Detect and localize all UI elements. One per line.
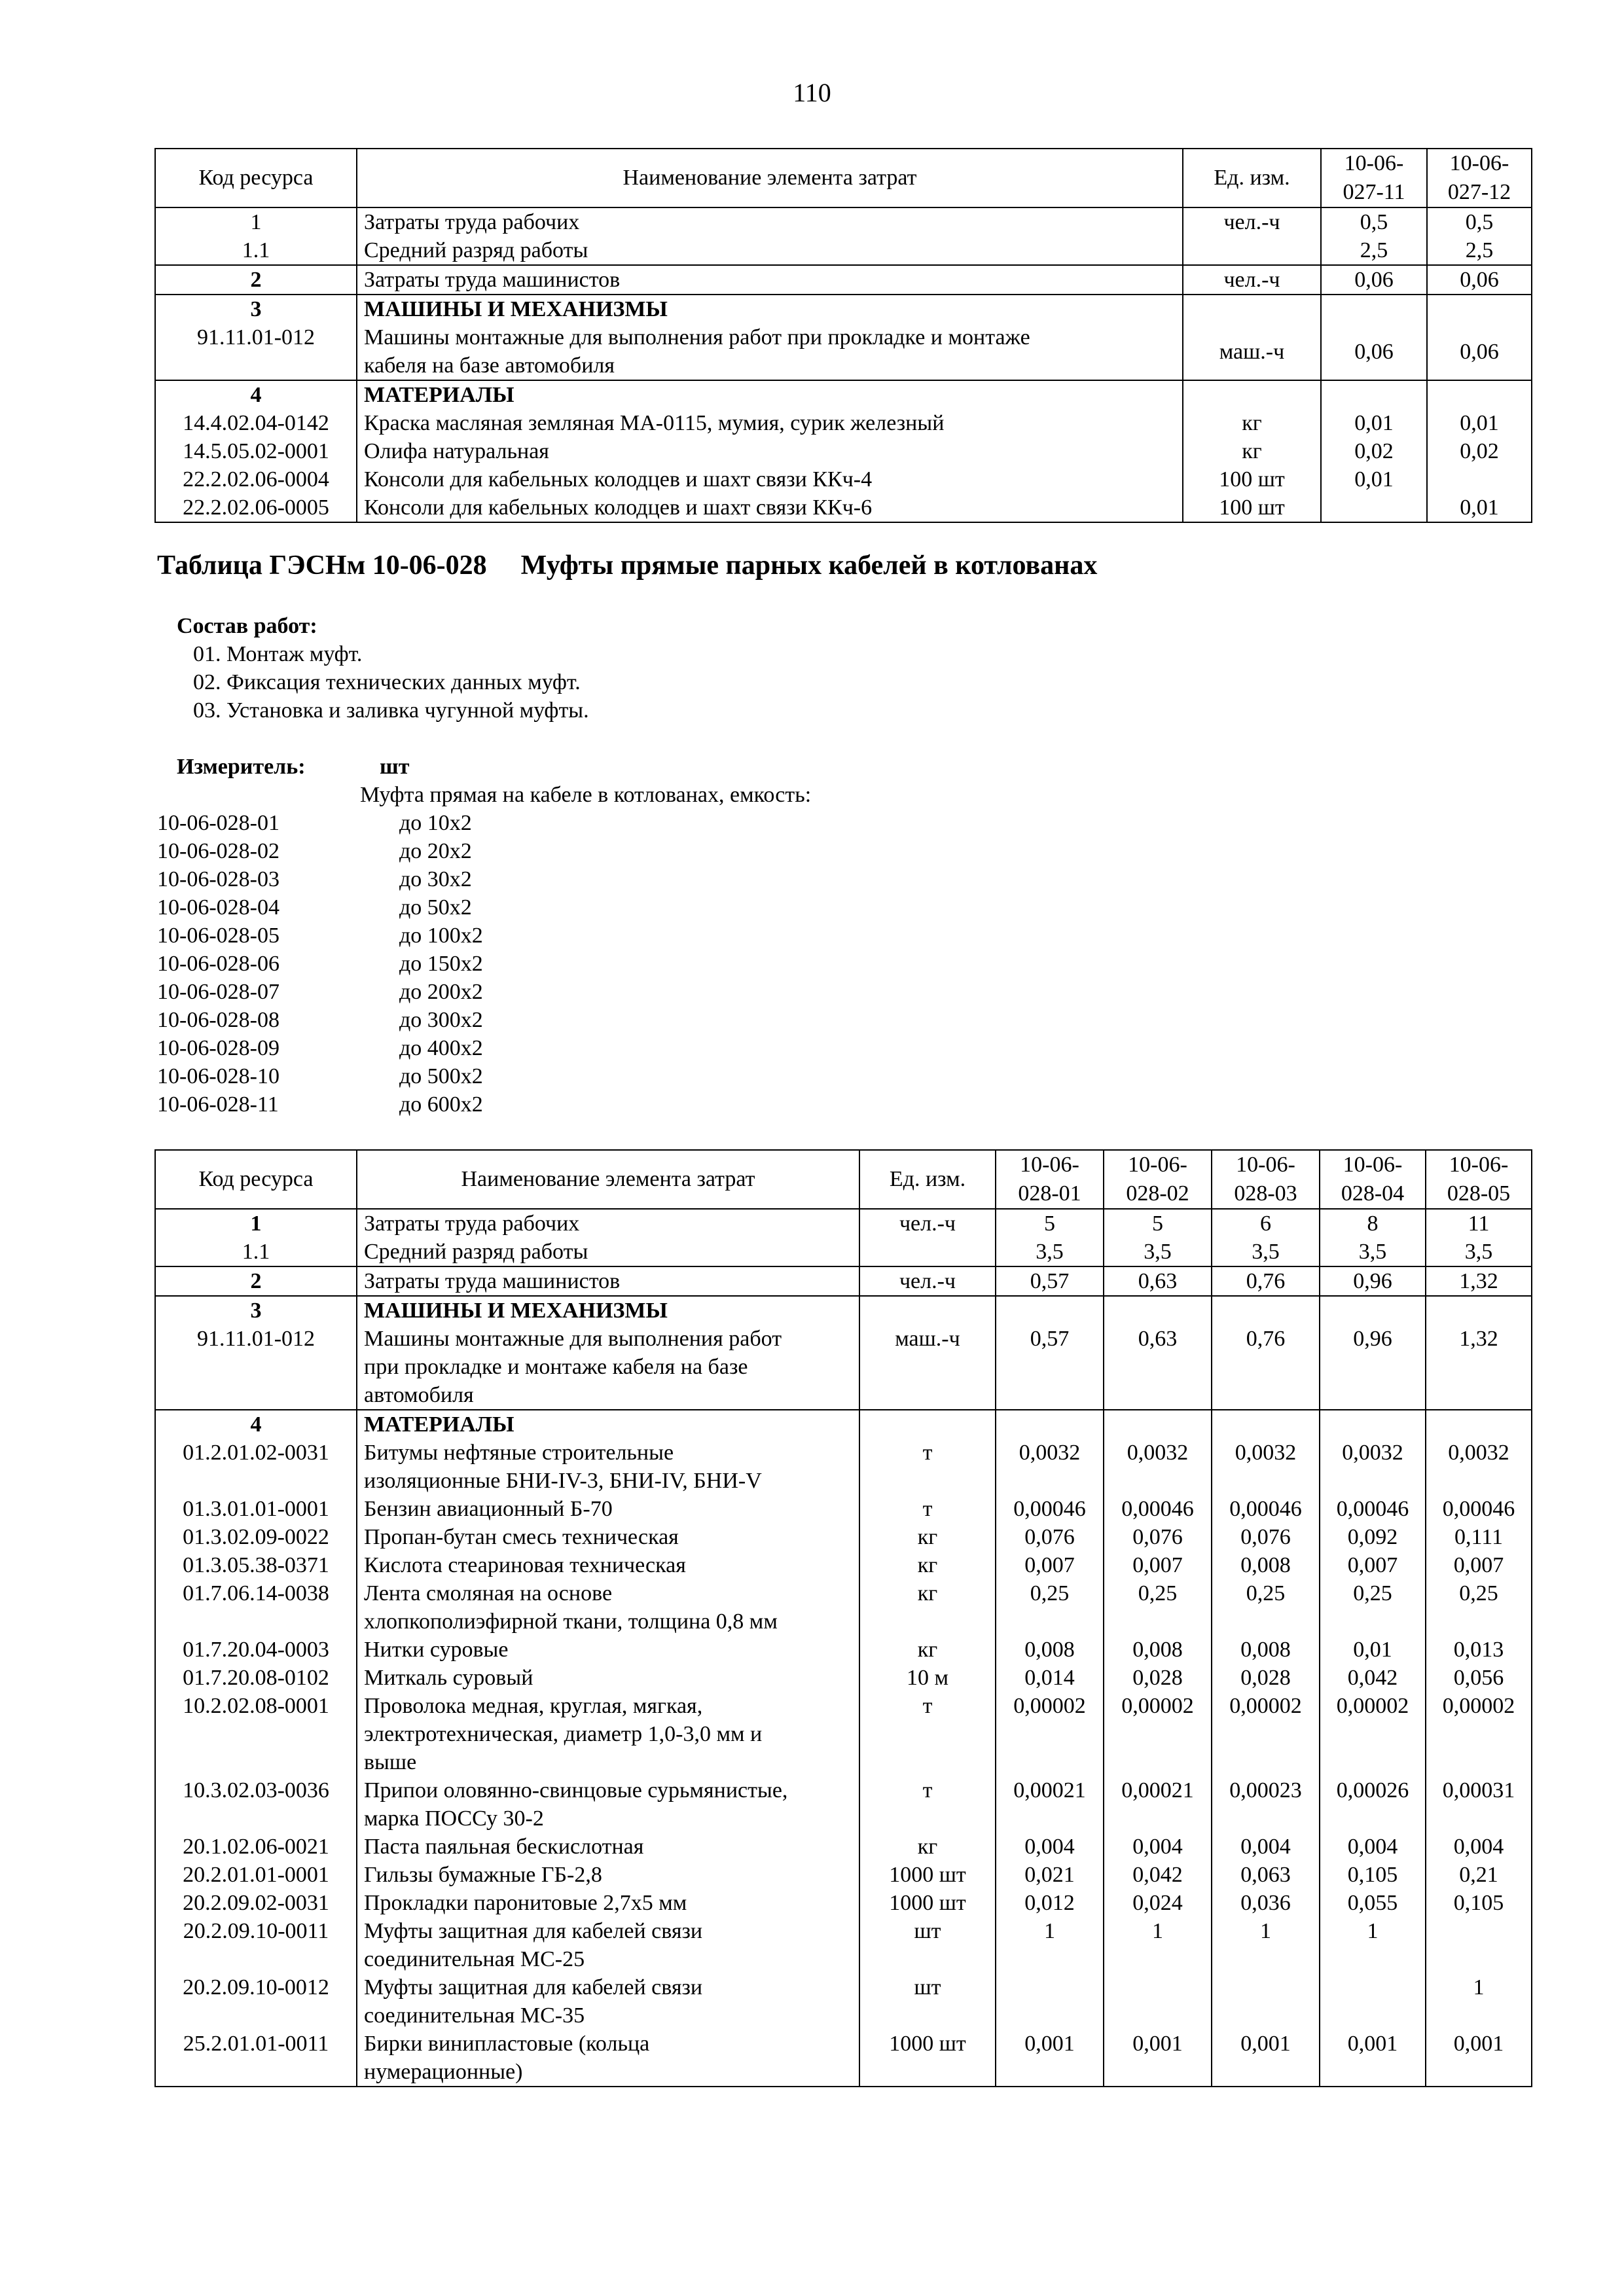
resource-name: Муфты защитная для кабелей связи соединительная МС-25: [357, 1917, 859, 1973]
table-header-row: [155, 1150, 1532, 1209]
resource-value: 0,014: [996, 1664, 1104, 1692]
list-item: 10-06-028-07 до 200х2: [157, 980, 483, 1004]
section-title: [157, 550, 1097, 581]
resource-name: МАТЕРИАЛЫ: [357, 1410, 859, 1439]
resource-value: [1104, 1973, 1212, 2030]
table-row: [155, 1238, 1532, 1266]
table-row: [155, 1973, 1532, 2030]
resource-unit: шт: [859, 1973, 996, 2030]
table-row: [155, 1325, 1532, 1410]
resource-value: 8: [1320, 1209, 1426, 1238]
list-item: 10-06-028-11 до 600х2: [157, 1092, 483, 1117]
resource-unit: 1000 шт: [859, 1889, 996, 1917]
resource-unit: чел.-ч: [859, 1266, 996, 1296]
resource-value: 1: [996, 1917, 1104, 1973]
resource-value: 0,007: [1426, 1551, 1532, 1579]
resource-name: Муфты защитная для кабелей связи соединительная МС-35: [357, 1973, 859, 2030]
resource-value: 0,092: [1320, 1523, 1426, 1551]
resource-code: 01.7.20.04-0003: [155, 1636, 357, 1664]
resource-unit: кг: [859, 1579, 996, 1636]
resource-value: 0,008: [1212, 1636, 1320, 1664]
list-item: 10-06-028-05 до 100х2: [157, 924, 483, 948]
resource-unit: кг: [859, 1636, 996, 1664]
table-row: [155, 1833, 1532, 1861]
resource-value: 0,028: [1212, 1664, 1320, 1692]
resource-value: 0,055: [1320, 1889, 1426, 1917]
header-col: 10-06- 028-01: [996, 1150, 1104, 1209]
resource-unit: т: [859, 1776, 996, 1833]
table-row: [155, 1439, 1532, 1495]
resource-unit: маш.-ч: [859, 1325, 996, 1410]
resource-value: 1,32: [1426, 1266, 1532, 1296]
page-number: 110: [793, 78, 831, 107]
resource-value: 0,63: [1104, 1266, 1212, 1296]
resource-code: 01.7.20.08-0102: [155, 1664, 357, 1692]
resource-value: [1426, 1296, 1532, 1325]
resource-value: 0,111: [1426, 1523, 1532, 1551]
resource-unit: т: [859, 1495, 996, 1523]
table-row: [155, 1861, 1532, 1889]
table-row: 2 Затраты труда машинистов чел.-ч 0,06 0,06: [155, 265, 1532, 295]
resource-value: 0,001: [1426, 2030, 1532, 2087]
table-row: 3 МАШИНЫ И МЕХАНИЗМЫ: [155, 295, 1532, 323]
resource-value: 3,5: [1320, 1238, 1426, 1266]
resource-value: 0,076: [1104, 1523, 1212, 1551]
resource-value: 0,004: [1320, 1833, 1426, 1861]
resource-value: [1212, 1296, 1320, 1325]
table-row: 1 Затраты труда рабочих чел.-ч 0,5 0,5: [155, 207, 1532, 236]
resource-value: 0,001: [996, 2030, 1104, 2087]
header-col: 10-06- 028-03: [1212, 1150, 1320, 1209]
resource-name: Прокладки паронитовые 2,7х5 мм: [357, 1889, 859, 1917]
table-row: [155, 1776, 1532, 1833]
resource-value: 0,0032: [1320, 1439, 1426, 1495]
resource-name: Бензин авиационный Б-70: [357, 1495, 859, 1523]
resource-name: Кислота стеариновая техническая: [357, 1551, 859, 1579]
resource-value: 0,00002: [996, 1692, 1104, 1776]
table-row: 91.11.01-012 Машины монтажные для выполнения работ при прокладке и монтаже кабеля на базе автомобиля маш.-ч 0,06 0,06: [155, 323, 1532, 380]
header-name: Наименование элемента затрат: [357, 1150, 859, 1209]
resource-name: Пропан-бутан смесь техническая: [357, 1523, 859, 1551]
resource-value: 0,25: [1104, 1579, 1212, 1636]
resource-value: [1212, 1410, 1320, 1439]
work-composition: [177, 612, 589, 725]
list-item: 10-06-028-10 до 500х2: [157, 1064, 483, 1088]
measure-block: [157, 753, 811, 1119]
resource-value: 0,007: [1104, 1551, 1212, 1579]
table-name: Муфты прямые парных кабелей в котлованах: [520, 550, 1098, 581]
resource-value: [1104, 1410, 1212, 1439]
list-item: 10-06-028-01 до 10х2: [157, 811, 472, 835]
header-unit: Ед. изм.: [1183, 149, 1321, 207]
resource-value: 0,00002: [1426, 1692, 1532, 1776]
resource-value: 11: [1426, 1209, 1532, 1238]
resource-code: 91.11.01-012: [155, 1325, 357, 1410]
resource-unit: шт: [859, 1917, 996, 1973]
resource-value: 0,001: [1212, 2030, 1320, 2087]
resource-code: 01.7.06.14-0038: [155, 1579, 357, 1636]
resource-code: 20.2.01.01-0001: [155, 1861, 357, 1889]
resource-value: 6: [1212, 1209, 1320, 1238]
resource-code: 20.2.09.02-0031: [155, 1889, 357, 1917]
resource-value: 0,25: [1320, 1579, 1426, 1636]
resource-value: [996, 1973, 1104, 2030]
resource-code: 01.3.02.09-0022: [155, 1523, 357, 1551]
resource-value: 0,21: [1426, 1861, 1532, 1889]
resource-value: 0,00046: [1320, 1495, 1426, 1523]
resource-code: 20.1.02.06-0021: [155, 1833, 357, 1861]
header-code: Код ресурса: [155, 1150, 357, 1209]
list-item: 10-06-028-04 до 50х2: [157, 895, 472, 920]
resource-code: 10.2.02.08-0001: [155, 1692, 357, 1776]
resource-value: 0,96: [1320, 1266, 1426, 1296]
resource-value: [996, 1410, 1104, 1439]
resource-value: 0,007: [1320, 1551, 1426, 1579]
resource-value: 0,004: [1212, 1833, 1320, 1861]
resource-value: 0,012: [996, 1889, 1104, 1917]
work-item: 03. Установка и заливка чугунной муфты.: [193, 698, 589, 723]
resource-name: Проволока медная, круглая, мягкая, электротехническая, диаметр 1,0-3,0 мм и выше: [357, 1692, 859, 1776]
resource-name: Затраты труда рабочих: [357, 1209, 859, 1238]
table-row: [155, 1266, 1532, 1296]
resource-code: 10.3.02.03-0036: [155, 1776, 357, 1833]
resource-value: 0,25: [1426, 1579, 1532, 1636]
resource-value: 0,0032: [1426, 1439, 1532, 1495]
work-item: 01. Монтаж муфт.: [193, 642, 363, 666]
list-item: 10-06-028-06 до 150х2: [157, 952, 483, 976]
resource-unit: т: [859, 1692, 996, 1776]
header-col: 10-06- 028-02: [1104, 1150, 1212, 1209]
table-row: 1.1 Средний разряд работы 2,5 2,5: [155, 236, 1532, 265]
table-row: [155, 1917, 1532, 1973]
header-col: 10-06- 027-12: [1427, 149, 1532, 207]
work-item: 02. Фиксация технических данных муфт.: [193, 670, 581, 694]
resource-value: 0,007: [996, 1551, 1104, 1579]
list-item: 10-06-028-09 до 400х2: [157, 1036, 483, 1060]
resource-unit: чел.-ч: [859, 1209, 996, 1238]
resource-value: 0,004: [1104, 1833, 1212, 1861]
table-row: [155, 2030, 1532, 2087]
resource-value: [1320, 1410, 1426, 1439]
resource-value: [1320, 1296, 1426, 1325]
measure-unit: шт: [380, 755, 410, 779]
resource-value: 0,0032: [996, 1439, 1104, 1495]
resource-value: 0,00002: [1320, 1692, 1426, 1776]
resource-value: 0,00021: [996, 1776, 1104, 1833]
resource-name: Битумы нефтяные строительные изоляционные БНИ-IV-3, БНИ-IV, БНИ-V: [357, 1439, 859, 1495]
table-row: [155, 1551, 1532, 1579]
resource-name: Лента смоляная на основе хлопкополиэфирной ткани, толщина 0,8 мм: [357, 1579, 859, 1636]
header-col: 10-06- 028-05: [1426, 1150, 1532, 1209]
resource-value: [1426, 1410, 1532, 1439]
table-row: [155, 1410, 1532, 1439]
resource-unit: т: [859, 1439, 996, 1495]
resource-code: 1: [155, 1209, 357, 1238]
resource-value: 3,5: [996, 1238, 1104, 1266]
resource-value: 0,004: [1426, 1833, 1532, 1861]
table-row: 14.5.05.02-0001 Олифа натуральная кг 0,02 0,02: [155, 437, 1532, 465]
resource-table-028: [154, 1149, 1532, 2087]
table-row: [155, 1664, 1532, 1692]
resource-value: 0,013: [1426, 1636, 1532, 1664]
resource-name: Бирки винипластовые (кольца нумерационные): [357, 2030, 859, 2087]
resource-value: [1426, 1917, 1532, 1973]
resource-value: 0,00046: [1212, 1495, 1320, 1523]
resource-value: 1: [1104, 1917, 1212, 1973]
table-row: [155, 1209, 1532, 1238]
table-row: 14.4.02.04-0142 Краска масляная земляная МА-0115, мумия, сурик железный кг 0,01 0,01: [155, 409, 1532, 437]
resource-value: 0,00046: [996, 1495, 1104, 1523]
resource-name: Припои оловянно-свинцовые сурьмянистые, марка ПОССу 30-2: [357, 1776, 859, 1833]
resource-value: 0,063: [1212, 1861, 1320, 1889]
resource-code: 1.1: [155, 1238, 357, 1266]
resource-value: 0,008: [1212, 1551, 1320, 1579]
table-row: 4 МАТЕРИАЛЫ: [155, 380, 1532, 409]
resource-name: Миткаль суровый: [357, 1664, 859, 1692]
resource-value: 0,76: [1212, 1266, 1320, 1296]
resource-value: 0,056: [1426, 1664, 1532, 1692]
resource-value: 0,76: [1212, 1325, 1320, 1410]
resource-unit: кг: [859, 1551, 996, 1579]
header-col: 10-06- 028-04: [1320, 1150, 1426, 1209]
resource-value: 0,00046: [1104, 1495, 1212, 1523]
resource-value: 0,01: [1320, 1636, 1426, 1664]
resource-unit: 1000 шт: [859, 2030, 996, 2087]
list-item: 10-06-028-03 до 30х2: [157, 867, 472, 891]
resource-name: Паста паяльная бескислотная: [357, 1833, 859, 1861]
resource-name: Средний разряд работы: [357, 1238, 859, 1266]
resource-value: 3,5: [1212, 1238, 1320, 1266]
resource-value: 0,0032: [1104, 1439, 1212, 1495]
table-row: [155, 1296, 1532, 1325]
resource-name: МАШИНЫ И МЕХАНИЗМЫ: [357, 1296, 859, 1325]
resource-value: 0,042: [1104, 1861, 1212, 1889]
measure-label: Измеритель:: [177, 755, 306, 779]
resource-code: 01.3.01.01-0001: [155, 1495, 357, 1523]
resource-value: 0,004: [996, 1833, 1104, 1861]
resource-value: 0,024: [1104, 1889, 1212, 1917]
resource-value: 5: [996, 1209, 1104, 1238]
resource-value: 0,00046: [1426, 1495, 1532, 1523]
resource-value: 1,32: [1426, 1325, 1532, 1410]
list-item: 10-06-028-08 до 300х2: [157, 1008, 483, 1032]
resource-code: 3: [155, 1296, 357, 1325]
resource-unit: 10 м: [859, 1664, 996, 1692]
resource-value: 0,00002: [1104, 1692, 1212, 1776]
resource-value: 0,0032: [1212, 1439, 1320, 1495]
resource-value: 0,00031: [1426, 1776, 1532, 1833]
resource-value: 0,008: [1104, 1636, 1212, 1664]
resource-unit: кг: [859, 1833, 996, 1861]
resource-unit: [859, 1410, 996, 1439]
resource-value: 0,021: [996, 1861, 1104, 1889]
work-composition-heading: Состав работ:: [177, 614, 317, 638]
resource-unit: [859, 1238, 996, 1266]
resource-value: 0,105: [1320, 1861, 1426, 1889]
resource-value: 0,25: [996, 1579, 1104, 1636]
resource-value: 3,5: [1426, 1238, 1532, 1266]
table-row: [155, 1636, 1532, 1664]
table-header-row: [155, 149, 1532, 207]
header-code: Код ресурса: [155, 149, 357, 207]
resource-value: 0,00023: [1212, 1776, 1320, 1833]
resource-value: 0,63: [1104, 1325, 1212, 1410]
resource-value: 0,96: [1320, 1325, 1426, 1410]
resource-value: 0,00021: [1104, 1776, 1212, 1833]
table-row: [155, 1579, 1532, 1636]
resource-code: 4: [155, 1410, 357, 1439]
resource-unit: 1000 шт: [859, 1861, 996, 1889]
resource-value: 0,57: [996, 1325, 1104, 1410]
resource-value: 0,25: [1212, 1579, 1320, 1636]
resource-table-027: [154, 148, 1532, 523]
resource-value: 0,001: [1320, 2030, 1426, 2087]
header-name: Наименование элемента затрат: [357, 149, 1183, 207]
header-unit: Ед. изм.: [859, 1150, 996, 1209]
resource-value: [1104, 1296, 1212, 1325]
table-row: [155, 1523, 1532, 1551]
resource-value: 0,076: [1212, 1523, 1320, 1551]
resource-code: 25.2.01.01-0011: [155, 2030, 357, 2087]
resource-value: 1: [1320, 1917, 1426, 1973]
resource-value: 0,57: [996, 1266, 1104, 1296]
resource-unit: кг: [859, 1523, 996, 1551]
resource-value: 0,036: [1212, 1889, 1320, 1917]
table-row: 22.2.02.06-0005 Консоли для кабельных колодцев и шахт связи ККч-6 100 шт 0,01: [155, 493, 1532, 522]
list-item: 10-06-028-02 до 20х2: [157, 839, 472, 863]
resource-value: 5: [1104, 1209, 1212, 1238]
resource-value: 0,008: [996, 1636, 1104, 1664]
table-row: [155, 1692, 1532, 1776]
resource-code: 20.2.09.10-0011: [155, 1917, 357, 1973]
resource-value: 3,5: [1104, 1238, 1212, 1266]
resource-name: Нитки суровые: [357, 1636, 859, 1664]
resource-value: 1: [1212, 1917, 1320, 1973]
table-row: [155, 1495, 1532, 1523]
resource-value: 0,00026: [1320, 1776, 1426, 1833]
resource-code: 01.3.05.38-0371: [155, 1551, 357, 1579]
resource-value: [1320, 1973, 1426, 2030]
table-label: Таблица ГЭСНм 10-06-028: [157, 550, 487, 581]
resource-name: Затраты труда машинистов: [357, 1266, 859, 1296]
resource-code: 20.2.09.10-0012: [155, 1973, 357, 2030]
resource-value: 0,042: [1320, 1664, 1426, 1692]
resource-value: [996, 1296, 1104, 1325]
table-row: 22.2.02.06-0004 Консоли для кабельных колодцев и шахт связи ККч-4 100 шт 0,01: [155, 465, 1532, 493]
resource-value: 0,00002: [1212, 1692, 1320, 1776]
table-row: [155, 1889, 1532, 1917]
resource-value: 0,001: [1104, 2030, 1212, 2087]
header-col: 10-06- 027-11: [1321, 149, 1427, 207]
resource-value: 0,028: [1104, 1664, 1212, 1692]
resource-value: [1212, 1973, 1320, 2030]
measure-description: Муфта прямая на кабеле в котлованах, емкость:: [360, 783, 812, 807]
resource-value: 0,105: [1426, 1889, 1532, 1917]
resource-name: Машины монтажные для выполнения работ при прокладке и монтаже кабеля на базе автомобиля: [357, 1325, 859, 1410]
resource-code: 01.2.01.02-0031: [155, 1439, 357, 1495]
resource-value: 0,076: [996, 1523, 1104, 1551]
resource-unit: [859, 1296, 996, 1325]
resource-code: 2: [155, 1266, 357, 1296]
resource-name: Гильзы бумажные ГБ-2,8: [357, 1861, 859, 1889]
resource-value: 1: [1426, 1973, 1532, 2030]
